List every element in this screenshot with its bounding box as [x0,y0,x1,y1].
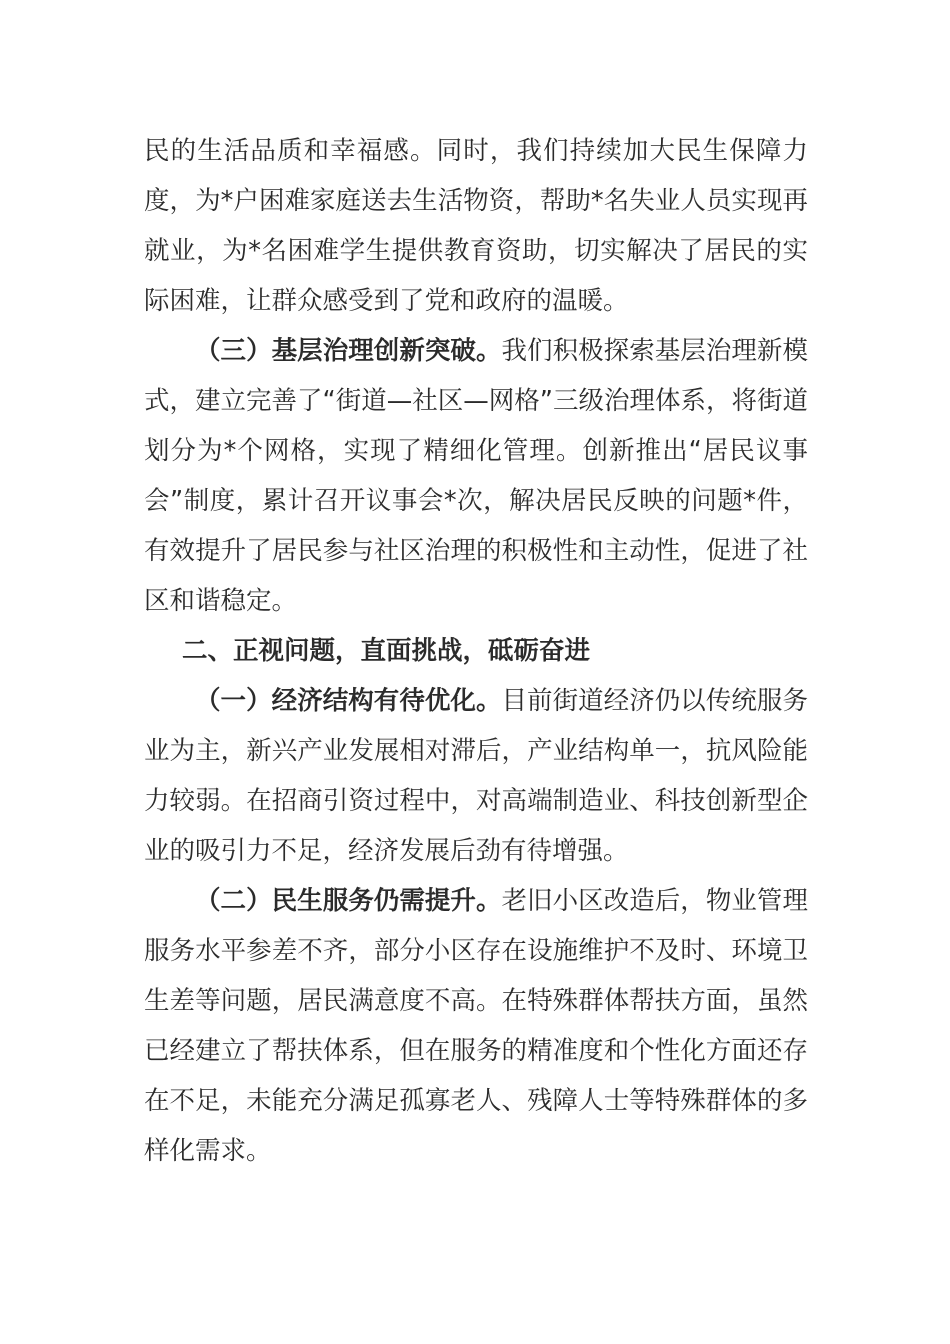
problem-1-body: 目前街道经济仍以传统服务业为主，新兴产业发展相对滞后，产业结构单一，抗风险能力较弱。在招商引资过程中，对高端制造业、科技创新型企业的吸引力不足，经济发展后劲有待增强。 [144,686,808,866]
problem-2-paragraph [144,876,808,1176]
continuation-paragraph [144,126,808,326]
section-3-paragraph [144,326,808,626]
problem-1-lead: （一）经济结构有待优化。 [195,686,502,716]
section-heading-2: 二、正视问题，直面挑战，砥砺奋进 [182,636,591,666]
document-body [144,126,808,1176]
section-3-body: 我们积极探索基层治理新模式，建立完善了“街道—社区—网格”三级治理体系，将街道划分为*个网格，实现了精细化管理。创新推出“居民议事会”制度，累计召开议事会*次，解决居民反映的问题*件，有效提升了居民参与社区治理的积极性和主动性，促进了社区和谐稳定。 [144,336,808,616]
problem-2-lead: （二）民生服务仍需提升。 [195,886,502,916]
problem-1-paragraph [144,676,808,876]
section-3-lead: （三）基层治理创新突破。 [195,336,502,366]
problem-2-body: 老旧小区改造后，物业管理服务水平参差不齐，部分小区存在设施维护不及时、环境卫生差等问题，居民满意度不高。在特殊群体帮扶方面，虽然已经建立了帮扶体系，但在服务的精准度和个性化方面还存在不足，未能充分满足孤寡老人、残障人士等特殊群体的多样化需求。 [144,886,808,1166]
continuation-text: 民的生活品质和幸福感。同时，我们持续加大民生保障力度，为*户困难家庭送去生活物资，帮助*名失业人员实现再就业，为*名困难学生提供教育资助，切实解决了居民的实际困难，让群众感受到了党和政府的温暖。 [144,136,808,316]
